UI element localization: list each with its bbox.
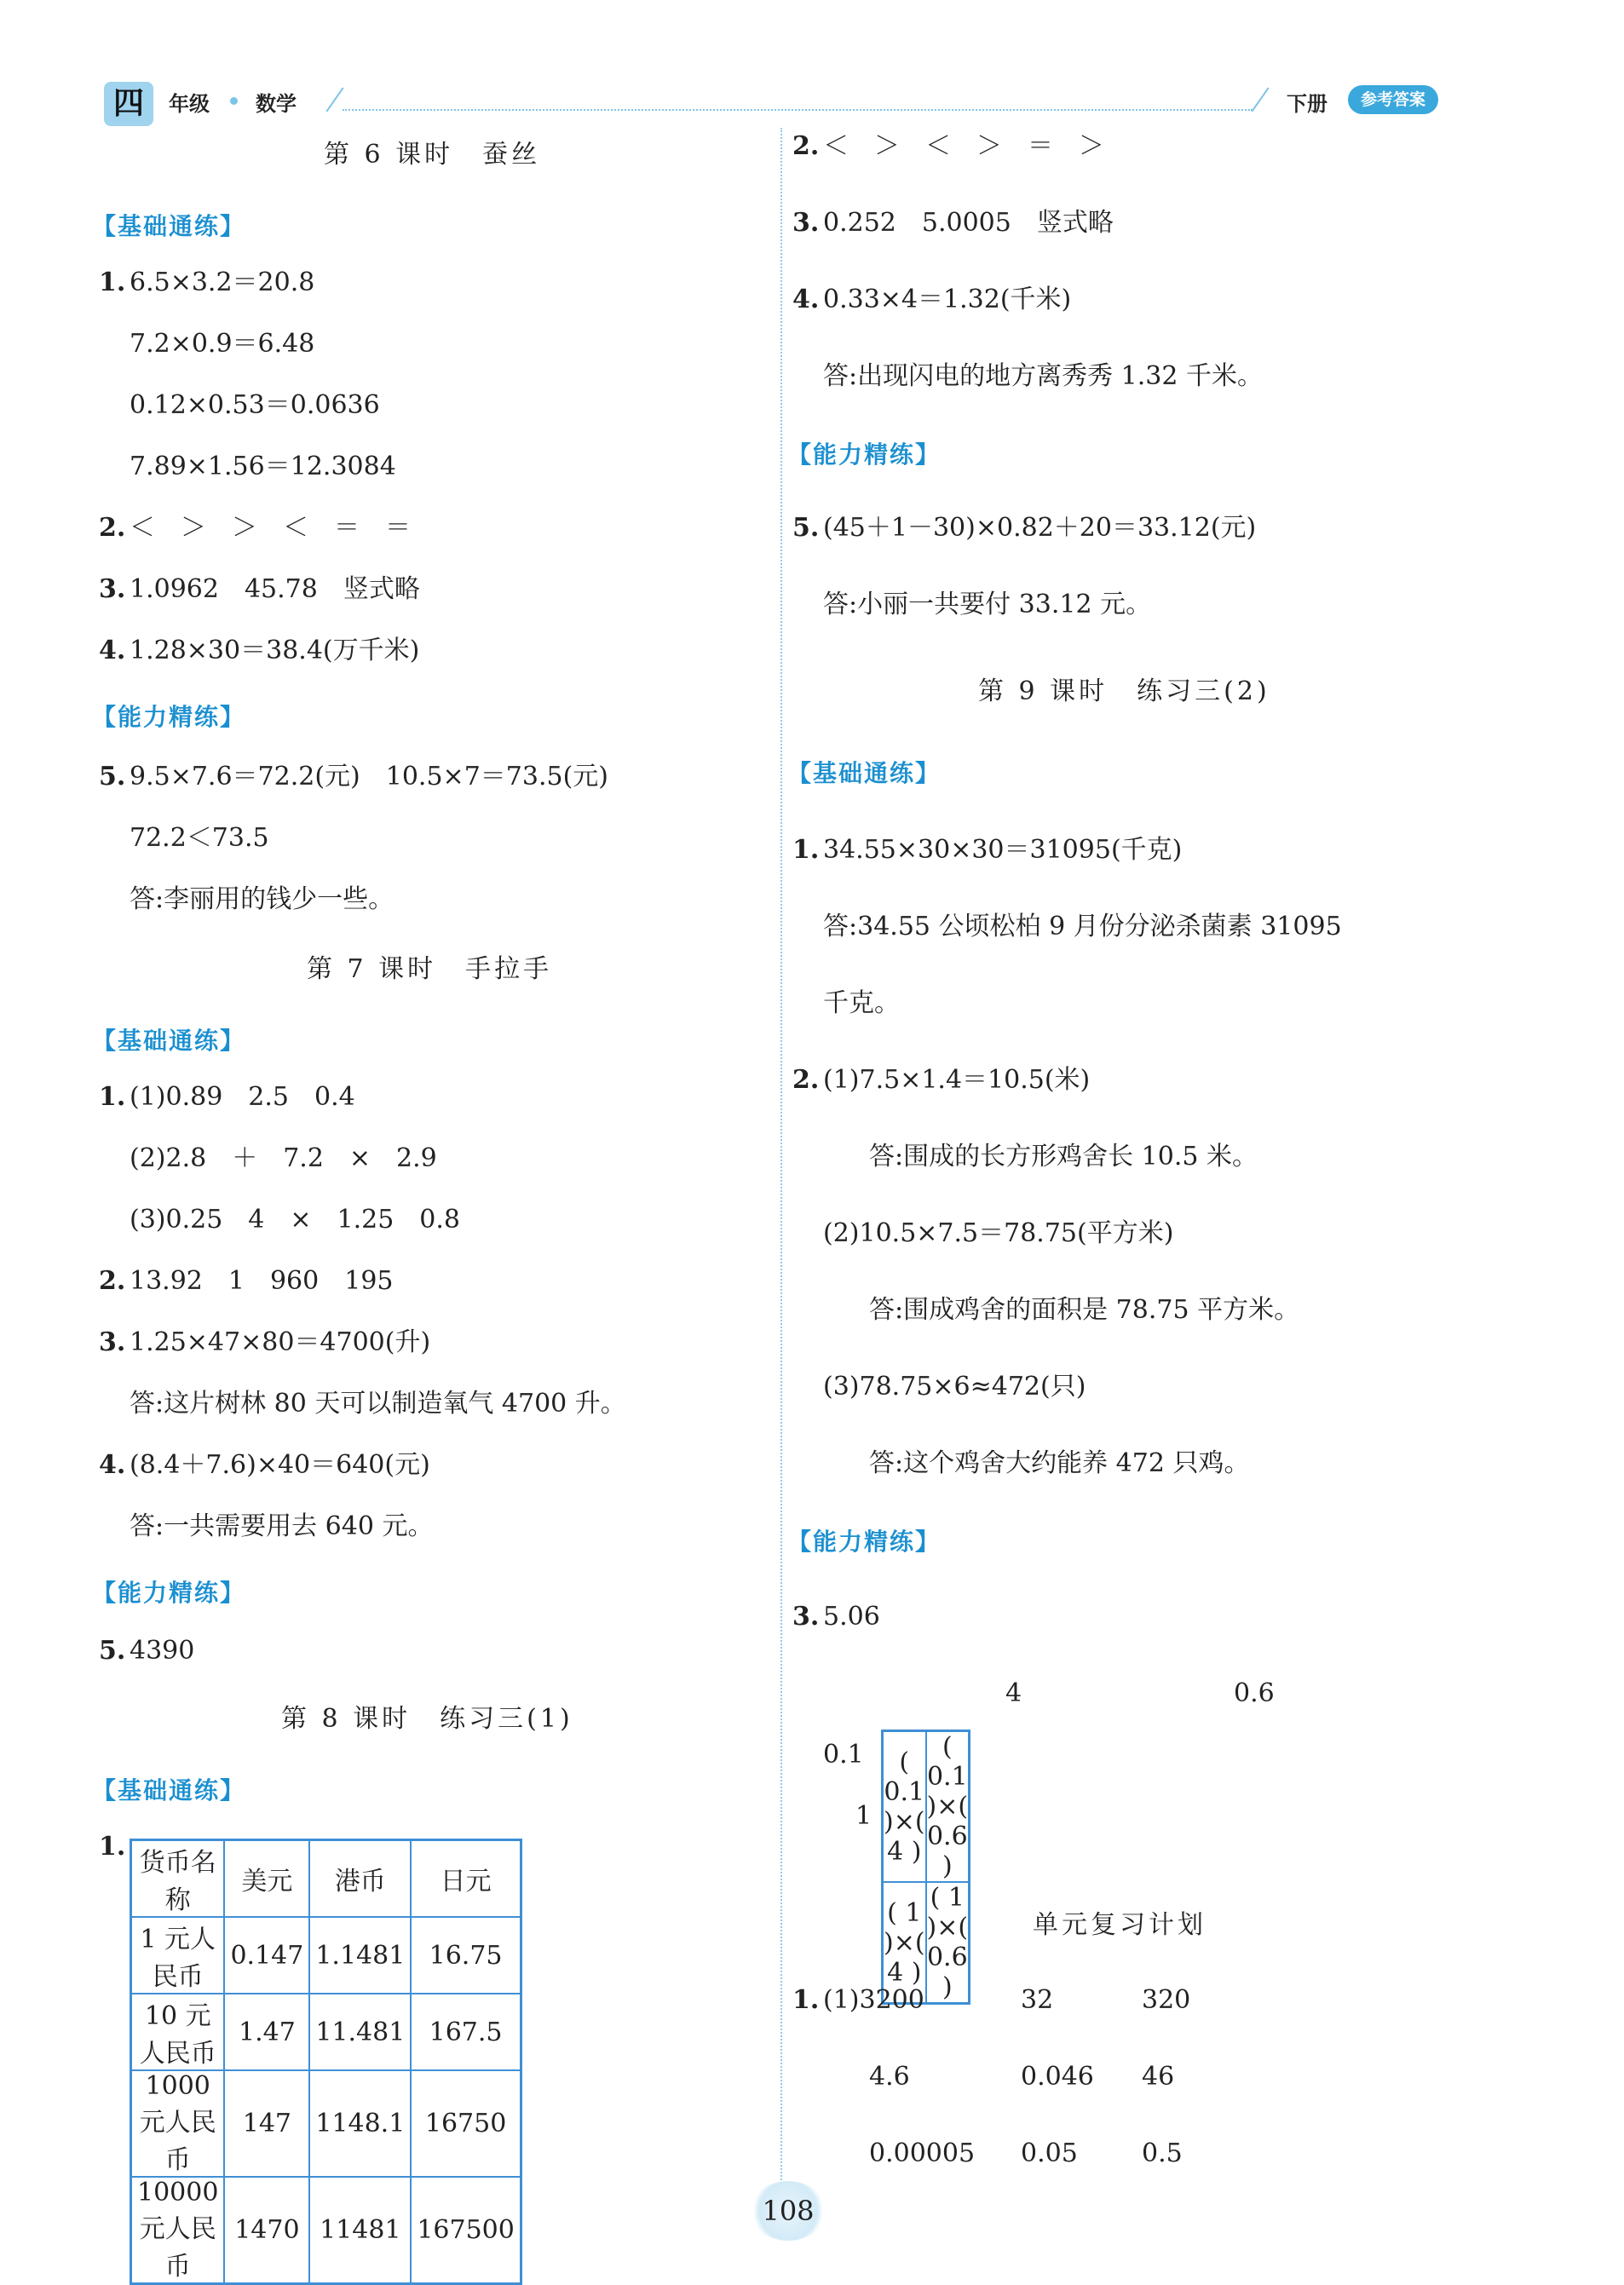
question-number: 1. <box>99 1082 126 1112</box>
answer-line: (3)78.75×6≈472(只) <box>823 1372 1086 1402</box>
answer-line: ＜ ＞ ＜ ＞ ＝ ＞ <box>823 131 1104 161</box>
answer-line: 答:李丽用的钱少一些。 <box>130 884 394 914</box>
grid-col-head: 4 <box>1005 1678 1022 1708</box>
answer-value: 0.00005 <box>869 2138 976 2168</box>
question-number: 4. <box>792 285 820 314</box>
table-cell: 16.75 <box>411 1917 521 1994</box>
lesson9-title: 第 9 课时 练习三(2) <box>978 676 1270 706</box>
answer-line: (2)2.8 ＋ 7.2 × 2.9 <box>130 1143 437 1173</box>
table-cell: 1 元人民币 <box>131 1917 225 1994</box>
question-number: 4. <box>99 636 126 665</box>
table-cell: ( 0.1 )×( 0.6 ) <box>926 1732 969 1881</box>
table-cell: ( 1 )×( 4 ) <box>883 1882 926 2004</box>
table-header-cell: 日元 <box>411 1840 521 1918</box>
header-rule <box>343 109 1253 111</box>
table-header-row <box>131 1840 521 1918</box>
table-cell: 167.5 <box>411 1994 521 2070</box>
ability-practice-tag: 【能力精练】 <box>787 1528 942 1556</box>
table-cell: 1148.1 <box>309 2070 411 2177</box>
table-header-cell: 港币 <box>309 1840 411 1918</box>
question-number: 1. <box>99 268 126 297</box>
answer-line: 34.55×30×30＝31095(千克) <box>823 835 1183 865</box>
header-slash-right <box>1251 88 1269 112</box>
column-divider <box>780 128 782 2190</box>
grade-badge: 四 <box>104 82 153 126</box>
table-row <box>131 1917 521 1994</box>
table-cell: 0.147 <box>224 1917 309 1994</box>
answer-value: 0.046 <box>1021 2062 1094 2092</box>
question-number: 2. <box>792 131 820 161</box>
volume-label: 下册 <box>1287 92 1327 116</box>
lesson6-title: 第 6 课时 蚕丝 <box>324 140 541 170</box>
answer-line: 答:围成鸡舍的面积是 78.75 平方米。 <box>869 1295 1300 1325</box>
table-cell: 1000 元人民币 <box>131 2070 225 2177</box>
answer-line: 5.06 <box>823 1602 880 1632</box>
table-cell: 11.481 <box>309 1994 411 2070</box>
answer-line: 答:出现闪电的地方离秀秀 1.32 千米。 <box>823 361 1263 391</box>
table-cell: 1.47 <box>224 1994 309 2070</box>
answer-line: 0.33×4＝1.32(千米) <box>823 285 1072 314</box>
question-number: 4. <box>99 1450 126 1480</box>
table-cell: 10000 元人民币 <box>131 2177 225 2284</box>
question-number: 3. <box>792 208 820 238</box>
header-dot <box>230 97 238 105</box>
ability-practice-tag: 【能力精练】 <box>787 440 942 469</box>
table-header-cell: 美元 <box>224 1840 309 1918</box>
answer-line: 答:小丽一共要付 33.12 元。 <box>823 590 1152 619</box>
answer-line: 1.0962 45.78 竖式略 <box>130 574 420 604</box>
question-number: 3. <box>792 1602 820 1632</box>
table-cell: 167500 <box>411 2177 521 2284</box>
header-slash-left <box>325 88 343 112</box>
basic-practice-tag: 【基础通练】 <box>92 212 246 240</box>
answer-value: (1)3200 <box>823 1985 924 2015</box>
table-row <box>131 2070 521 2177</box>
grid-row-head: 0.1 <box>823 1740 864 1770</box>
question-number: 1. <box>792 1985 820 2015</box>
question-number: 5. <box>99 762 126 791</box>
page-header <box>0 0 1624 128</box>
answer-value: 320 <box>1142 1985 1191 2015</box>
answer-line: (1)0.89 2.5 0.4 <box>130 1082 355 1112</box>
answer-line: 答:这片树林 80 天可以制造氧气 4700 升。 <box>130 1389 626 1419</box>
answer-line: 0.252 5.0005 竖式略 <box>823 208 1114 238</box>
question-number: 2. <box>792 1065 820 1095</box>
question-number: 3. <box>99 1327 126 1357</box>
table-cell: 147 <box>224 2070 309 2177</box>
question-number: 1. <box>99 1832 126 1862</box>
answer-value: 4.6 <box>869 2062 910 2092</box>
answer-line: (3)0.25 4 × 1.25 0.8 <box>130 1205 461 1235</box>
table-cell: 10 元人民币 <box>131 1994 225 2070</box>
review-title: 单元复习计划 <box>1033 1910 1206 1940</box>
decimal-product-grid <box>881 1730 970 2005</box>
table-cell: 1.1481 <box>309 1917 411 1994</box>
answer-line: (2)10.5×7.5＝78.75(平方米) <box>823 1218 1174 1248</box>
table-cell: 1470 <box>224 2177 309 2284</box>
answer-line: 13.92 1 960 195 <box>130 1266 394 1296</box>
answer-value: 32 <box>1021 1985 1054 2015</box>
lesson7-title: 第 7 课时 手拉手 <box>307 954 553 984</box>
answer-line: (45＋1－30)×0.82＋20＝33.12(元) <box>823 513 1257 543</box>
table-header-cell: 货币名称 <box>131 1840 225 1918</box>
ability-practice-tag: 【能力精练】 <box>92 703 246 731</box>
answer-line: 4390 <box>130 1636 195 1666</box>
answer-badge: 参考答案 <box>1348 85 1438 114</box>
table-cell: ( 0.1 )×( 4 ) <box>883 1731 926 1883</box>
table-cell: ( 1 )×( 0.6 ) <box>926 1883 969 2002</box>
grade-label: 年级 <box>169 92 210 116</box>
answer-line: 72.2＜73.5 <box>130 823 269 853</box>
question-number: 1. <box>792 835 820 865</box>
answer-line: 9.5×7.6＝72.2(元) 10.5×7＝73.5(元) <box>130 762 608 791</box>
subject-label: 数学 <box>256 92 297 116</box>
basic-practice-tag: 【基础通练】 <box>92 1776 246 1804</box>
answer-value: 0.5 <box>1142 2138 1183 2168</box>
ability-practice-tag: 【能力精练】 <box>92 1579 246 1607</box>
answer-line: (1)7.5×1.4＝10.5(米) <box>823 1065 1091 1095</box>
answer-line: 1.28×30＝38.4(万千米) <box>130 636 420 665</box>
answer-line: ＜ ＞ ＞ ＜ ＝ ＝ <box>130 513 411 543</box>
answer-line: 6.5×3.2＝20.8 <box>130 268 315 297</box>
answer-line: 1.25×47×80＝4700(升) <box>130 1327 431 1357</box>
basic-practice-tag: 【基础通练】 <box>787 759 942 787</box>
table-cell: 16750 <box>411 2070 521 2177</box>
answer-value: 0.05 <box>1021 2138 1078 2168</box>
answer-value: 46 <box>1142 2062 1175 2092</box>
answer-line: 答:一共需要用去 640 元。 <box>130 1511 434 1541</box>
grid-col-head: 0.6 <box>1234 1678 1275 1708</box>
lesson8-title: 第 8 课时 练习三(1) <box>281 1704 573 1734</box>
table-row <box>131 2177 521 2284</box>
answer-line: 7.2×0.9＝6.48 <box>130 329 315 359</box>
answer-line: 0.12×0.53＝0.0636 <box>130 390 380 420</box>
question-number: 2. <box>99 513 126 543</box>
answer-line: (8.4＋7.6)×40＝640(元) <box>130 1450 430 1480</box>
question-number: 5. <box>99 1636 126 1666</box>
answer-line: 7.89×1.56＝12.3084 <box>130 452 396 481</box>
answer-line: 千克。 <box>823 988 900 1018</box>
answer-line: 答:这个鸡舍大约能养 472 只鸡。 <box>869 1448 1250 1478</box>
answer-line: 答:34.55 公顷松柏 9 月份分泌杀菌素 31095 <box>823 912 1342 941</box>
table-row <box>131 1994 521 2070</box>
question-number: 2. <box>99 1266 126 1296</box>
question-number: 3. <box>99 574 126 604</box>
grid-row-head: 1 <box>855 1801 872 1831</box>
answer-line: 答:围成的长方形鸡舍长 10.5 米。 <box>869 1142 1258 1171</box>
page-number: 108 <box>750 2181 826 2241</box>
basic-practice-tag: 【基础通练】 <box>92 1027 246 1055</box>
table-row <box>883 1731 970 1883</box>
currency-exchange-table <box>130 1839 522 2285</box>
question-number: 5. <box>792 513 820 543</box>
table-cell: 11481 <box>309 2177 411 2284</box>
